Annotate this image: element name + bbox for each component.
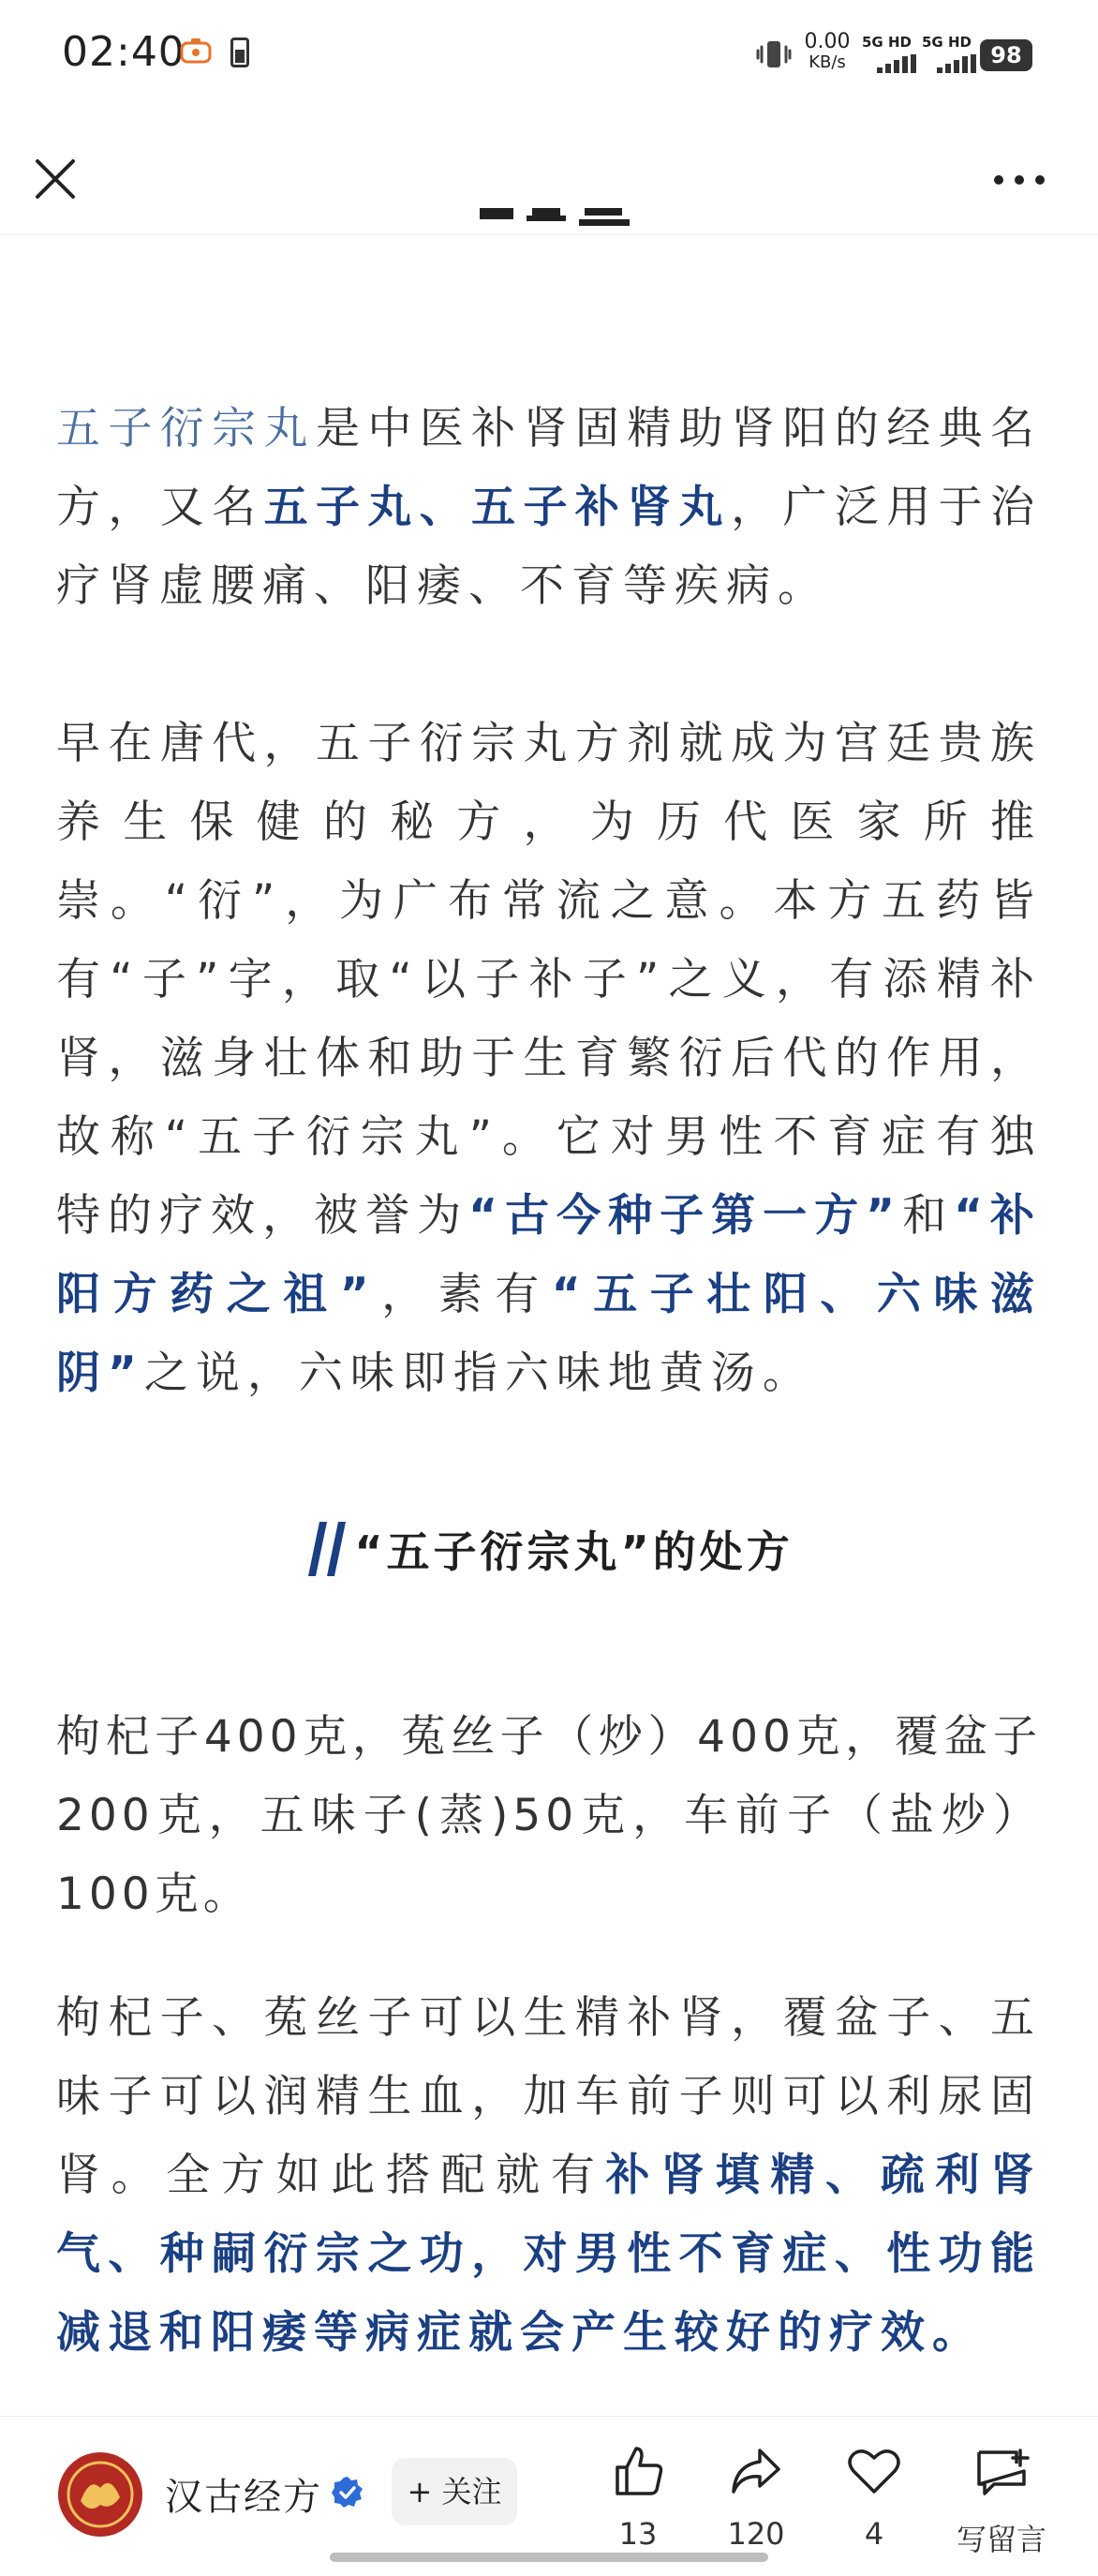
article-paragraph-2 bbox=[56, 705, 1042, 1413]
comment-add-icon bbox=[973, 2443, 1030, 2499]
para2-emphasis-2: “补阳方药之祖” bbox=[56, 1190, 1043, 1320]
para4-text-1: 枸杞子、菟丝子可以生精补肾，覆盆子、五味子可以润精生血，加车前子则可以利尿固肾。全方如此搭配就有 bbox=[56, 1992, 1042, 2201]
verified-badge-icon bbox=[330, 2475, 365, 2510]
para2-emphasis-3: “五子壮阳、六味滋阴” bbox=[56, 1269, 1043, 1399]
network-speed bbox=[804, 32, 851, 73]
section-slash-icon bbox=[304, 1518, 349, 1580]
write-comment-button[interactable] bbox=[941, 2443, 1062, 2559]
favorite-count: 4 bbox=[864, 2516, 884, 2552]
like-button[interactable] bbox=[586, 2443, 690, 2552]
net-speed-value: 0.00 bbox=[804, 30, 851, 53]
para2-text-1: 早在唐代，五子衍宗丸方剂就成为宫廷贵族养生保健的秘方，为历代医家所推崇。“衍”，为广布常流之意。本方五药皆有“子”字，取“以子补子”之义，有添精补肾，滋身壮体和助于生育繁衍后代的作用，故称“五子衍宗丸”。它对男性不育症有独特的疗效，被誉为 bbox=[56, 718, 1042, 1242]
like-count: 13 bbox=[618, 2516, 658, 2552]
article-paragraph-4 bbox=[56, 1979, 1042, 2373]
sim1-label: 5G HD bbox=[862, 34, 912, 51]
share-button[interactable] bbox=[705, 2443, 808, 2552]
status-time: 02:40 bbox=[62, 28, 185, 76]
para2-text-2: 和 bbox=[902, 1190, 955, 1242]
partial-heading-decoration bbox=[468, 208, 656, 246]
follow-button[interactable]: + 关注 bbox=[392, 2458, 517, 2525]
sim2-signal-icon bbox=[922, 34, 980, 77]
para1-text-1: 是中医补肾固精助肾阳的经典名方，又名 bbox=[56, 403, 1043, 533]
share-arrow-icon bbox=[728, 2443, 784, 2499]
para1-text-2: ，广泛用于治疗肾虚腰痛、阳痿、不育等疾病。 bbox=[56, 482, 1043, 612]
share-count: 120 bbox=[727, 2516, 785, 2552]
para2-text-3: ，素有 bbox=[376, 1269, 552, 1320]
prescription-text: 枸杞子400克，菟丝子（炒）400克，覆盆子200克，五味子(蒸)50克，车前子（盐炒）100克。 bbox=[56, 1711, 1042, 1920]
article-paragraph-1 bbox=[56, 390, 1042, 626]
vibrate-icon bbox=[755, 36, 793, 73]
battery-level: 98 bbox=[980, 39, 1032, 71]
status-bar bbox=[0, 0, 1098, 112]
net-speed-unit: KB/s bbox=[809, 52, 846, 72]
comment-label: 写留言 bbox=[956, 2522, 1046, 2557]
para2-text-4: 之说，六味即指六味地黄汤。 bbox=[143, 1348, 814, 1399]
thumbs-up-icon bbox=[610, 2443, 666, 2499]
article-paragraph-3 bbox=[56, 1698, 1042, 1934]
sim2-label: 5G HD bbox=[922, 34, 972, 51]
section-heading bbox=[0, 1518, 1098, 1580]
article-link[interactable]: 五子衍宗丸 bbox=[56, 403, 316, 454]
section-title: “五子衍宗丸”的处方 bbox=[354, 1526, 794, 1577]
favorite-button[interactable] bbox=[823, 2443, 926, 2552]
heart-icon bbox=[846, 2443, 902, 2499]
sim1-signal-icon bbox=[862, 34, 920, 77]
paragraph-4-viewport bbox=[0, 1968, 1098, 2416]
para2-emphasis-1: “古今种子第一方” bbox=[468, 1190, 903, 1242]
more-options-icon[interactable] bbox=[991, 171, 1047, 189]
para4-emphasis-1: 补肾填精、疏利肾气、种嗣衍宗之功，对男性不育症、性功能减退和阳痿等病症就会产生较好的疗效。 bbox=[56, 2150, 1043, 2359]
para1-emphasis-1: 五子丸、五子补肾丸 bbox=[263, 482, 732, 533]
battery-saver-icon bbox=[230, 37, 249, 67]
app-notification-icon bbox=[180, 37, 212, 66]
account-name[interactable]: 汉古经方 bbox=[165, 2476, 322, 2519]
close-icon[interactable] bbox=[34, 157, 77, 201]
avatar[interactable] bbox=[58, 2452, 142, 2537]
home-indicator[interactable] bbox=[330, 2553, 768, 2562]
